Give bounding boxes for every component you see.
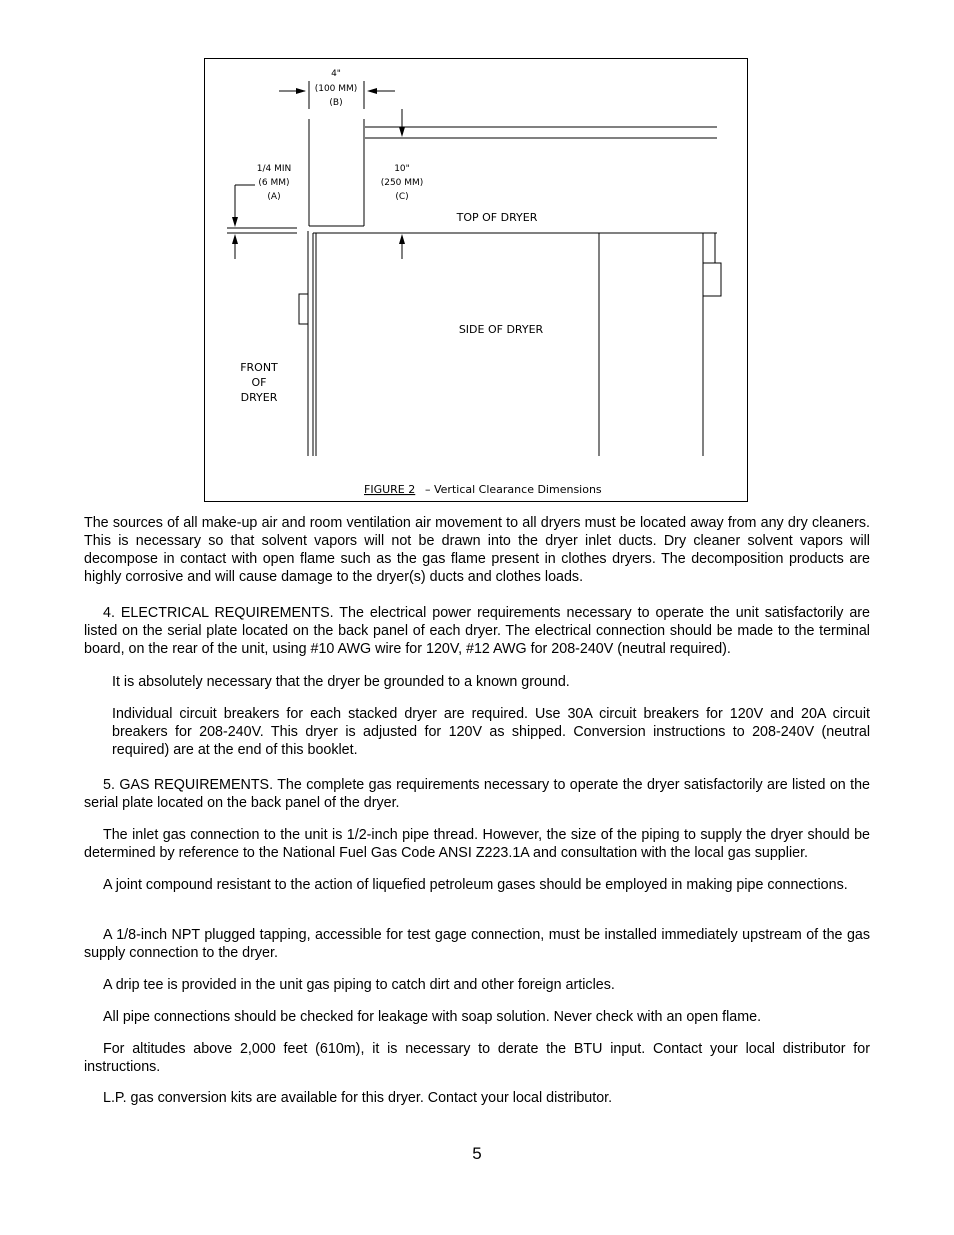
dim-b-metric: (100 MM)	[314, 84, 358, 94]
dim-b-left-arrow	[296, 88, 306, 94]
front-of-dryer-label-1: FRONT	[240, 361, 278, 374]
dim-a-upper-arrow	[232, 217, 238, 227]
leak-check-paragraph: All pipe connections should be checked for leakage with soap solution. Never check with an open flame.	[103, 1009, 762, 1025]
vertical-clearance-figure	[204, 58, 748, 502]
joint-compound-paragraph: A joint compound resistant to the action of liquefied petroleum gases should be employed in making pipe connections.	[103, 877, 848, 893]
dim-a-metric: (6 MM)	[258, 178, 290, 188]
dim-a-value: 1/4 MIN	[256, 164, 292, 174]
clearance-diagram	[205, 59, 749, 503]
dim-a-letter: (A)	[267, 192, 281, 202]
dim-c-metric: (250 MM)	[380, 178, 424, 188]
grounding-paragraph: It is absolutely necessary that the dryer be grounded to a known ground.	[112, 674, 570, 690]
drip-tee-paragraph: A drip tee is provided in the unit gas piping to catch dirt and other foreign articles.	[103, 977, 615, 993]
dim-b-letter: (B)	[329, 98, 343, 108]
electrical-requirements-paragraph: 4. ELECTRICAL REQUIREMENTS. The electrical power requirements necessary to operate the unit satisfactorily are listed on the serial plate located on the back panel of each dryer. The electrical connection should be made to the terminal board, on the rear of the unit, using #10 AWG wire for 120V, #12 AWG for 208-240V (neutral required).	[84, 605, 870, 657]
dim-c-lower-arrow	[399, 234, 405, 244]
dim-a-lower-arrow	[232, 234, 238, 244]
dim-b-right-arrow	[367, 88, 377, 94]
side-of-dryer-label: SIDE OF DRYER	[458, 323, 544, 336]
front-of-dryer-label-2: OF	[251, 376, 267, 389]
gas-requirements-paragraph: 5. GAS REQUIREMENTS. The complete gas requirements necessary to operate the dryer satisfactorily are listed on the serial plate located on the back panel of the dryer.	[84, 777, 870, 811]
dim-c-upper-arrow	[399, 127, 405, 137]
ventilation-paragraph: The sources of all make-up air and room ventilation air movement to all dryers must be located away from any dry cleaners. This is necessary so that solvent vapors will not be drawn into the dryer inlet ducts. Dry cleaner solvent vapors will decompose in contact with open flame such as the gas flame present in clothes dryers. The decomposition products are highly corrosive and will cause damage to the dryer(s) ducts and clothes loads.	[84, 515, 870, 585]
dim-c-value: 10"	[394, 164, 410, 174]
rear-panel-tab	[703, 263, 721, 296]
dim-c-letter: (C)	[395, 192, 409, 202]
lp-conversion-paragraph: L.P. gas conversion kits are available for this dryer. Contact your local distributor.	[103, 1090, 613, 1106]
page-number: 5	[472, 1144, 482, 1163]
altitude-paragraph: For altitudes above 2,000 feet (610m), it is necessary to derate the BTU input. Contact your local distributor for instructions.	[84, 1041, 870, 1075]
front-panel-tab	[299, 294, 308, 324]
dim-b-value: 4"	[331, 69, 341, 79]
top-of-dryer-label: TOP OF DRYER	[456, 211, 538, 224]
plugged-tapping-paragraph: A 1/8-inch NPT plugged tapping, accessible for test gage connection, must be installed immediately upstream of the gas supply connection to the dryer.	[84, 927, 870, 961]
circuit-breaker-paragraph: Individual circuit breakers for each stacked dryer are required. Use 30A circuit breakers for 120V and 20A circuit breakers for 208-240V. This dryer is adjusted for 120V as shipped. Conversion instructions to 208-240V (neutral required) are at the end of this booklet.	[112, 706, 870, 758]
figure-caption-text: – Vertical Clearance Dimensions	[425, 483, 602, 496]
inlet-gas-paragraph: The inlet gas connection to the unit is 1/2-inch pipe thread. However, the size of the piping to supply the dryer should be determined by reference to the National Fuel Gas Code ANSI Z223.1A and consultation with the local gas supplier.	[84, 827, 870, 861]
front-of-dryer-label-3: DRYER	[240, 391, 278, 404]
figure-caption-prefix: FIGURE 2	[364, 483, 416, 496]
